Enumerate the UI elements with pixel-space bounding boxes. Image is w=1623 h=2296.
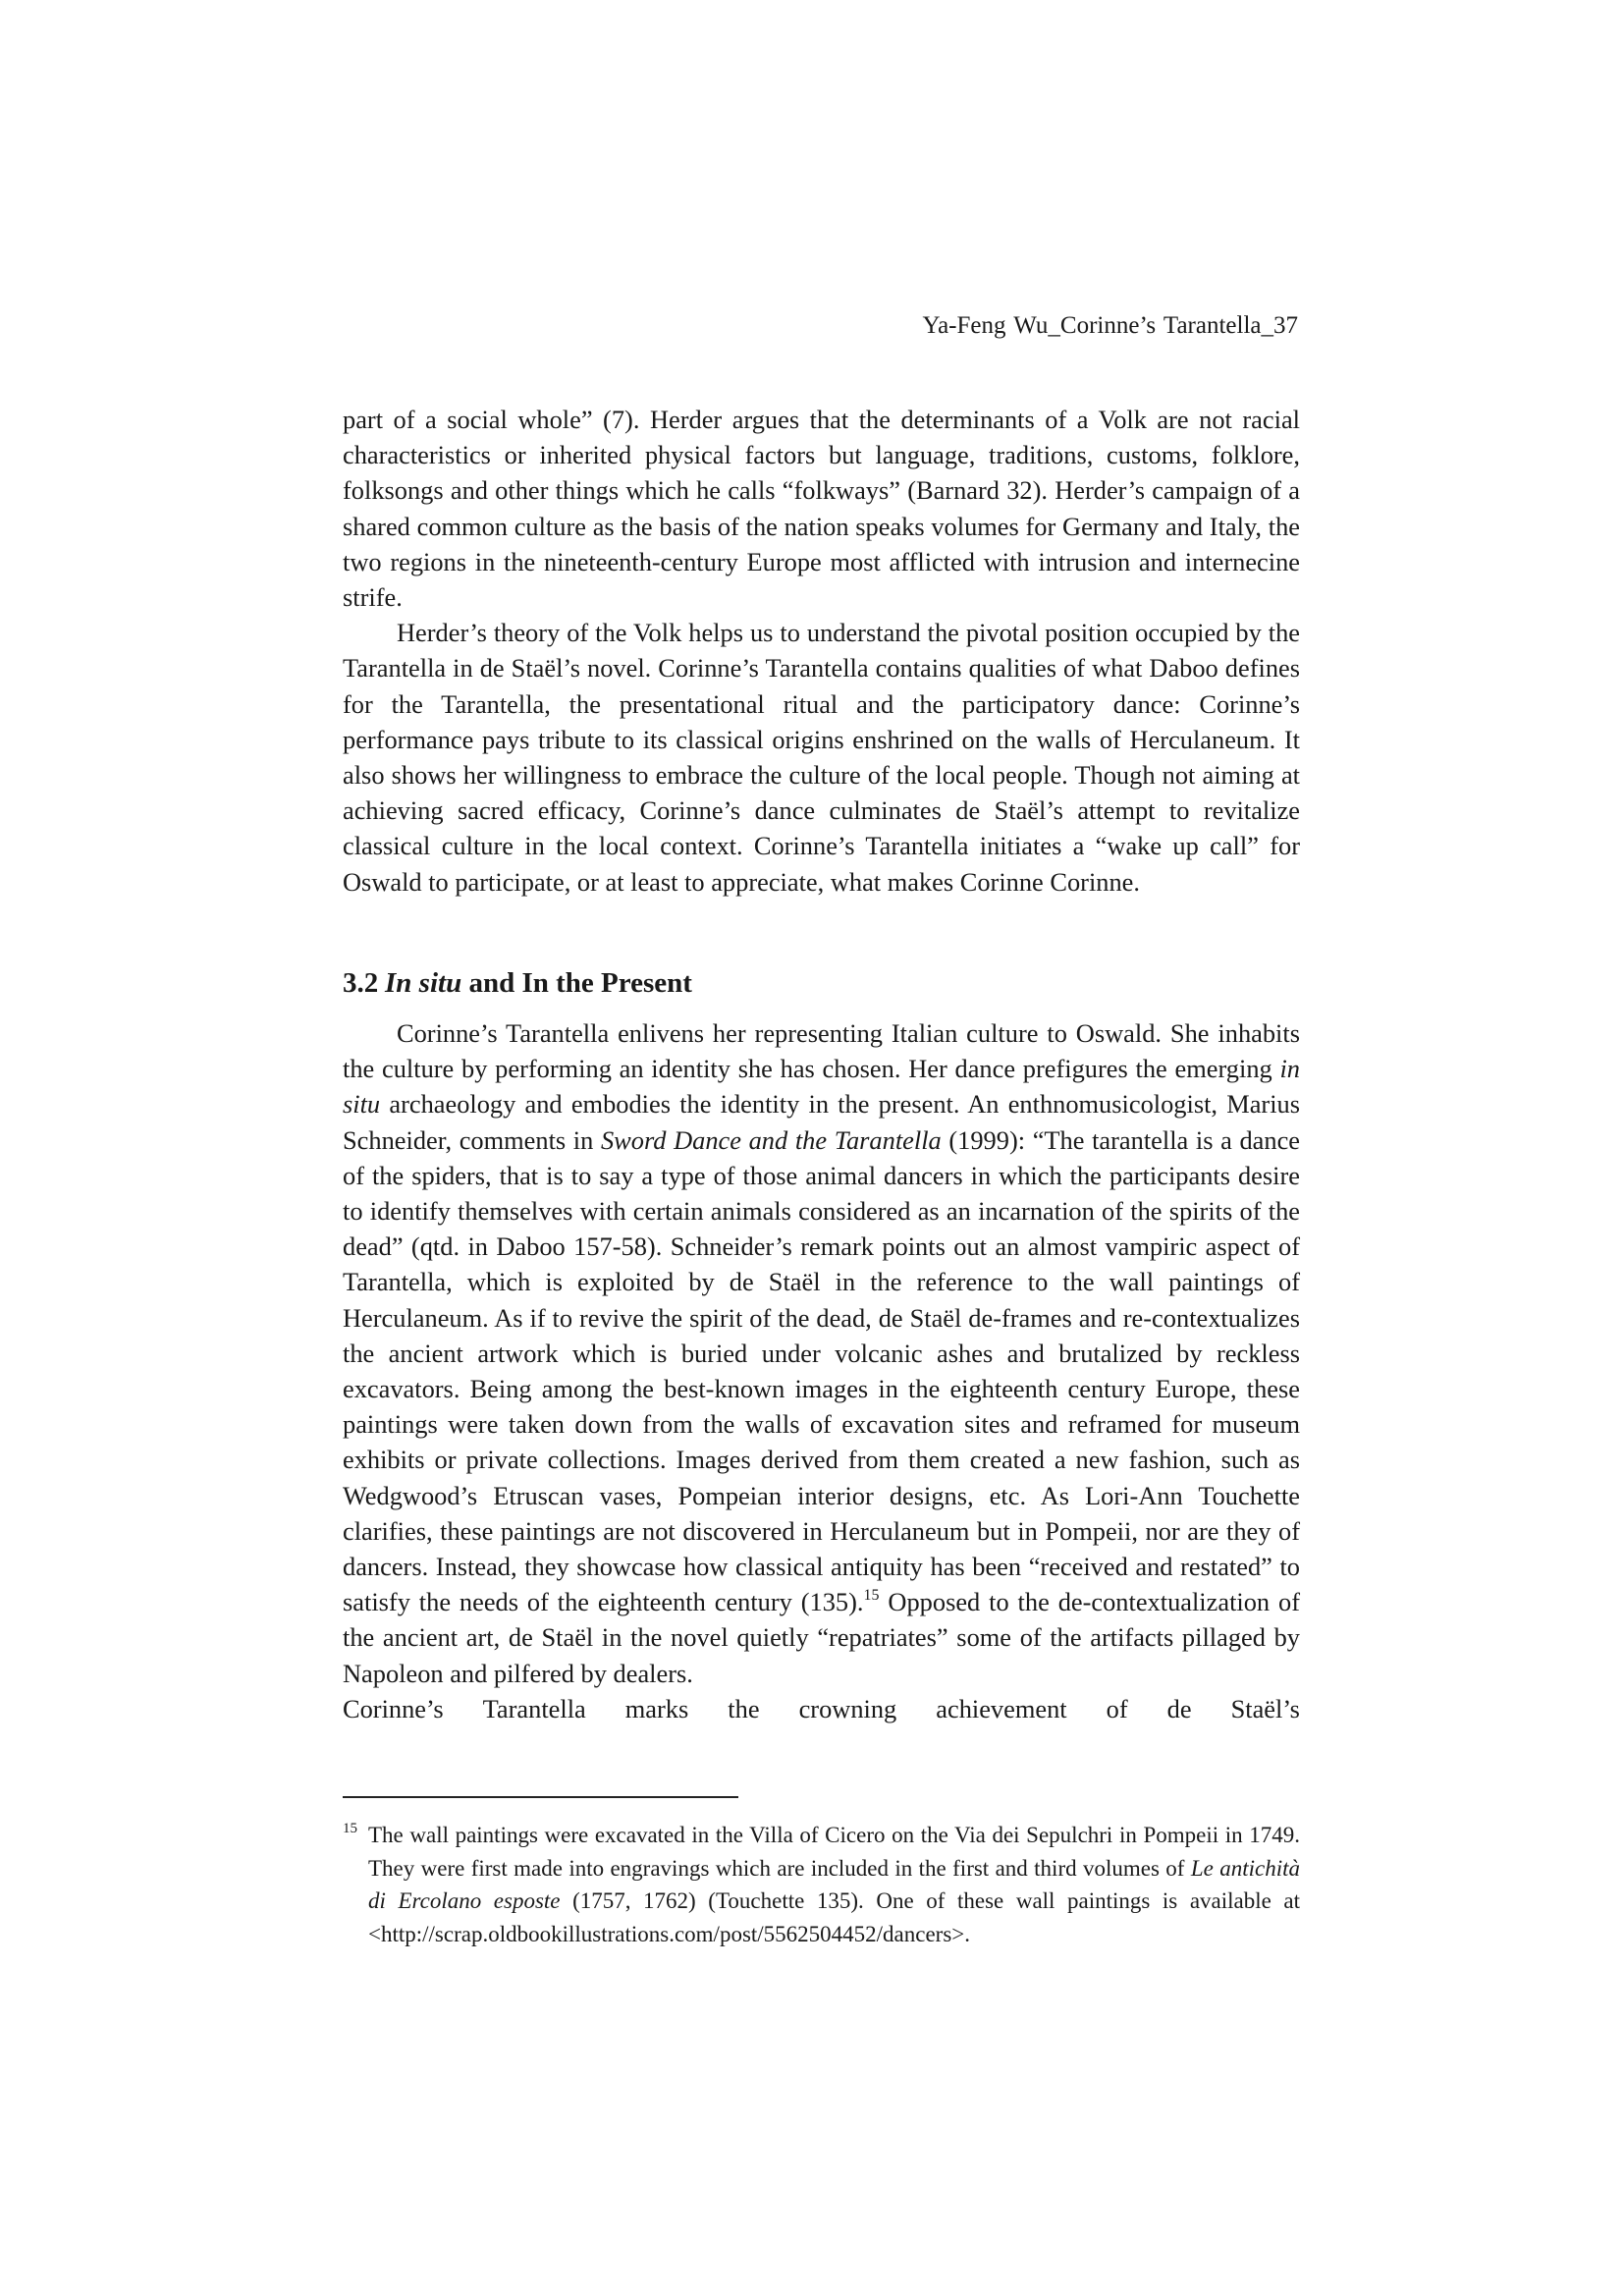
footnote-italic-title: Le antichità di Ercolano esposte xyxy=(368,1855,1300,1913)
last-line-word: Staël’s xyxy=(1230,1693,1300,1723)
footnote-text: (1757, 1762) (Touchette 135). One of these wall paintings is available at <http://scrap.oldbookillustrations.com/post/5562504452/dancers>. xyxy=(368,1888,1301,1946)
text-run: archaeology and embodies the identity in the present. An enthnomusicologist, Marius Schneider, comments in xyxy=(343,1089,1300,1155)
last-line-word: the xyxy=(728,1693,760,1723)
paragraph-last-line xyxy=(343,1691,1300,1726)
last-line-word: Corinne’s xyxy=(343,1693,444,1723)
last-line-word: Tarantella xyxy=(482,1693,586,1723)
last-line-word: crowning xyxy=(798,1693,897,1723)
paragraph-in-situ xyxy=(343,1015,1300,1691)
section-number: 3.2 xyxy=(343,967,379,999)
footnote-divider xyxy=(343,1796,738,1798)
body-text-before-heading xyxy=(343,402,1300,900)
italic-book-title: Sword Dance and the Tarantella xyxy=(600,1124,942,1155)
section-title-rest: and In the Present xyxy=(461,967,692,999)
section-title-italic: In situ xyxy=(385,967,462,999)
body-text-section xyxy=(343,1015,1300,1726)
footnote-text: The wall paintings were excavated in the Villa of Cicero on the Via dei Sepulchri in Pompeii in 1749. They were first made into engravings which are included in the first and third volumes of xyxy=(368,1823,1300,1881)
text-run: Opposed to the de-contextualization of the ancient art, de Staël in the novel quietly “repatriates” some of the artifacts pillaged by Napoleon and pilfered by dealers. xyxy=(343,1587,1300,1688)
footnote-reference: 15 xyxy=(863,1587,880,1605)
footnote: 15 The wall paintings were excavated in the Villa of Cicero on the Via dei Sepulchri in Pompeii in 1749. They were first made into engravings which are included in the first and third volumes of Le antichità di Ercolano esposte (1757, 1762) (Touchette 135). One of these wall paintings is available at <http://scrap.oldbookillustrations.com/post/5562504452/dancers>. xyxy=(343,1821,1301,1946)
last-line-word: achievement xyxy=(936,1693,1067,1723)
last-line-word: de xyxy=(1166,1693,1192,1723)
paragraph-herder-theory: Herder’s theory of the Volk helps us to understand the pivotal position occupied by the Tarantella in de Staël’s novel. Corinne’s Tarantella contains qualities of what Daboo defines for the Tarantella, the presentational ritual and the participatory dance: Corinne’s performance pays tribute to its classical origins enshrined on the walls of Herculaneum. It also shows her willingness to embrace the culture of the local people. Though not aiming at achieving sacred efficacy, Corinne’s dance culminates de Staël’s attempt to revitalize classical culture in the local context. Corinne’s Tarantella initiates a “wake up call” for Oswald to participate, or at least to appreciate, what makes Corinne Corinne. xyxy=(343,618,1300,897)
running-head: Ya-Feng Wu_Corinne’s Tarantella_37 xyxy=(922,312,1298,339)
text-run: (1999): “The tarantella is a dance of the spiders, that is to say a type of those animal dancers in which the participants desire to identify themselves with certain animals considered as an incarnation of the spirits of the dead” (qtd. in Daboo 157-58). Schneider’s remark points out an almost vampiric aspect of Tarantella, which is exploited by de Staël in the reference to the wall paintings of Herculaneum. As if to revive the spirit of the dead, de Staël de-frames and re-contextualizes the ancient artwork which is buried under volcanic ashes and brutalized by reckless excavators. Being among the best-known images in the eighteenth century Europe, these paintings were taken down from the walls of excavation sites and reframed for museum exhibits or private collections. Images derived from them created a new fashion, such as Wedgwood’s Etruscan vases, Pompeian interior designs, etc. As Lori-Ann Touchette clarifies, these paintings are not discovered in Herculaneum but in Pompeii, nor are they of dancers. Instead, they showcase how classical antiquity has been “received and restated” to satisfy the needs of the eighteenth century (135). xyxy=(343,1124,1300,1617)
text-run: Corinne’s Tarantella enlivens her representing Italian culture to Oswald. She inhabits the culture by performing an identity she has chosen. Her dance prefigures the emerging xyxy=(343,1018,1300,1084)
italic-in-situ: in situ xyxy=(343,1054,1300,1120)
last-line-word: marks xyxy=(624,1693,689,1723)
section-heading xyxy=(343,965,692,1001)
last-line-word: of xyxy=(1106,1693,1128,1723)
paragraph-herder-volk: part of a social whole” (7). Herder argues that the determinants of a Volk are not racial characteristics or inherited physical factors but language, traditions, customs, folklore, folksongs and other things which he calls “folkways” (Barnard 32). Herder’s campaign of a shared common culture as the basis of the nation speaks volumes for Germany and Italy, the two regions in the nineteenth-century Europe most afflicted with intrusion and internecine strife. xyxy=(343,405,1300,613)
